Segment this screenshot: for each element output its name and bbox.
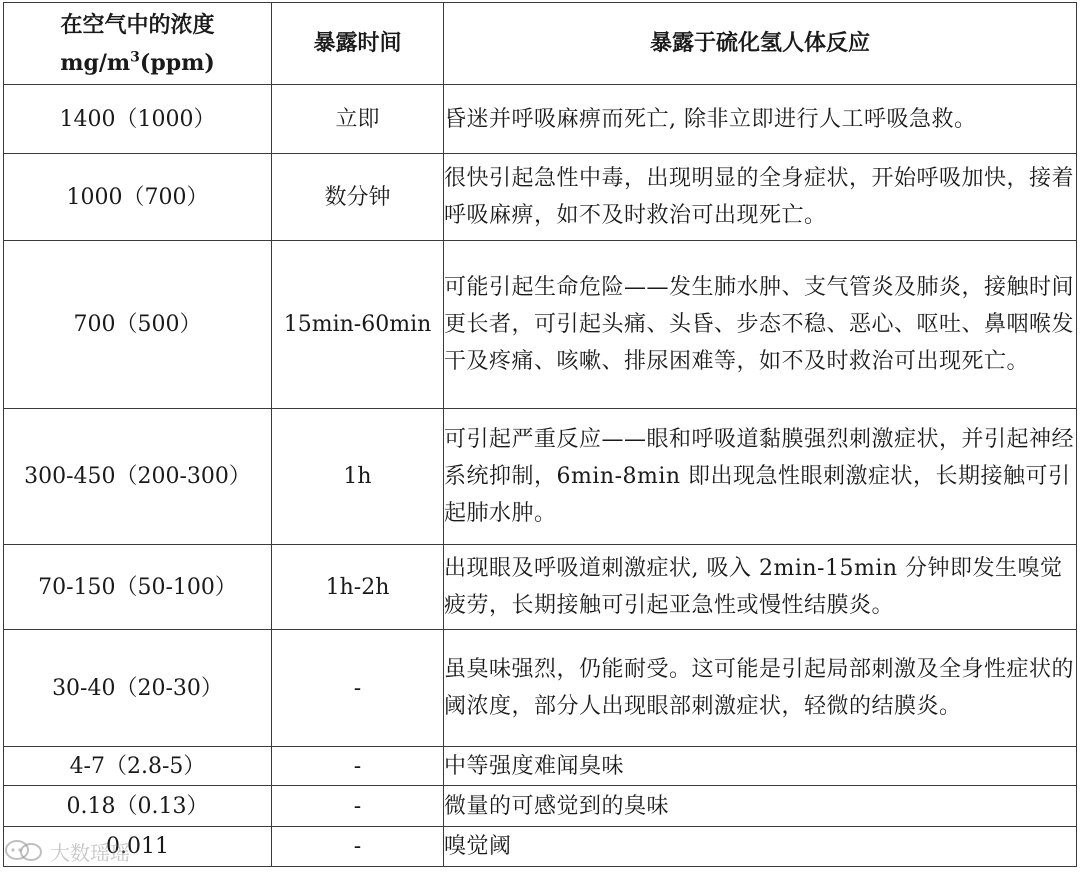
cell-exposure-time: 1h-2h: [272, 545, 444, 630]
cell-exposure-time: 15min-60min: [272, 241, 444, 409]
header-exposure-time: 暴露时间: [272, 3, 444, 85]
cell-response: 中等强度难闻臭味: [444, 747, 1077, 786]
table-row: [4, 827, 1077, 867]
header-concentration-unit: [4, 44, 271, 82]
header-concentration-label: 在空气中的浓度: [60, 11, 215, 38]
cell-exposure-time: 1h: [272, 409, 444, 545]
unit-superscript: 3: [130, 49, 140, 66]
cell-concentration: 4-7（2.8-5）: [4, 747, 272, 786]
cell-response: 虽臭味强烈，仍能耐受。这可能是引起局部刺激及全身性症状的阈浓度，部分人出现眼部刺激症状，轻微的结膜炎。: [444, 630, 1077, 747]
table-row: [4, 630, 1077, 747]
cell-concentration: 30-40（20-30）: [4, 630, 272, 747]
cell-exposure-time: 立即: [272, 85, 444, 154]
cell-response: 微量的可感觉到的臭味: [444, 786, 1077, 827]
table-row: [4, 241, 1077, 409]
cell-concentration: 700（500）: [4, 241, 272, 409]
cell-concentration: 0.011: [4, 827, 272, 867]
cell-exposure-time: -: [272, 786, 444, 827]
header-row: [4, 3, 1077, 85]
watermark-text: 大数瑶瑶: [50, 840, 130, 865]
unit-ppm: (ppm): [139, 49, 215, 76]
header-response: 暴露于硫化氢人体反应: [444, 3, 1077, 85]
cell-exposure-time: -: [272, 747, 444, 786]
table-row: [4, 545, 1077, 630]
unit-base: mg/m: [60, 49, 131, 76]
header-concentration: [4, 3, 272, 85]
cell-response: 嗅觉阈: [444, 827, 1077, 867]
cell-concentration: 1400（1000）: [4, 85, 272, 154]
cell-exposure-time: -: [272, 630, 444, 747]
cell-concentration: 1000（700）: [4, 154, 272, 241]
h2s-exposure-table: [3, 2, 1077, 867]
cell-concentration: 300-450（200-300）: [4, 409, 272, 545]
table-row: [4, 786, 1077, 827]
cell-response: 出现眼及呼吸道刺激症状, 吸入 2min-15min 分钟即发生嗅觉疲劳，长期接触可引起亚急性或慢性结膜炎。: [444, 545, 1077, 630]
cell-response: 可能引起生命危险——发生肺水肿、支气管炎及肺炎，接触时间更长者，可引起头痛、头昏、步态不稳、恶心、呕吐、鼻咽喉发干及疼痛、咳嗽、排尿困难等，如不及时救治可出现死亡。: [444, 241, 1077, 409]
table-row: [4, 85, 1077, 154]
cell-concentration: 70-150（50-100）: [4, 545, 272, 630]
cell-concentration: 0.18（0.13）: [4, 786, 272, 827]
cell-response: 很快引起急性中毒，出现明显的全身症状，开始呼吸加快，接着呼吸麻痹，如不及时救治可出现死亡。: [444, 154, 1077, 241]
cell-response: 昏迷并呼吸麻痹而死亡, 除非立即进行人工呼吸急救。: [444, 85, 1077, 154]
cell-exposure-time: -: [272, 827, 444, 867]
cell-response: 可引起严重反应——眼和呼吸道黏膜强烈刺激症状，并引起神经系统抑制，6min-8min 即出现急性眼刺激症状，长期接触可引起肺水肿。: [444, 409, 1077, 545]
table-row: [4, 154, 1077, 241]
cell-exposure-time: 数分钟: [272, 154, 444, 241]
table-row: [4, 747, 1077, 786]
table-row: [4, 409, 1077, 545]
